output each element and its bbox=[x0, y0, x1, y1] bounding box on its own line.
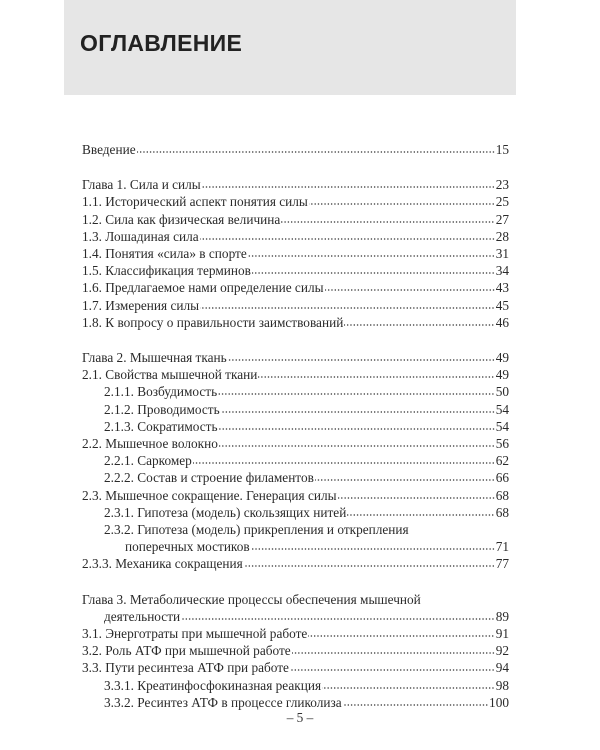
toc-label: 1.4. Понятия «сила» в спорте bbox=[82, 246, 247, 262]
dot-leader bbox=[228, 358, 495, 362]
toc-page: 100 bbox=[489, 694, 509, 710]
toc-entry[interactable] bbox=[82, 452, 509, 469]
toc-chapter-1 bbox=[82, 176, 509, 331]
toc-label: 2.1.2. Проводимость bbox=[104, 401, 220, 417]
toc-page: 62 bbox=[495, 453, 509, 469]
toc-label: 1.3. Лошадиная сила bbox=[82, 228, 199, 244]
toc-entry[interactable] bbox=[82, 279, 509, 296]
toc-page: 34 bbox=[495, 263, 509, 279]
toc-page: 94 bbox=[495, 660, 509, 676]
toc-label: 2.1. Свойства мышечной ткани bbox=[82, 367, 258, 383]
dot-leader bbox=[292, 651, 495, 655]
toc-label: 3.3. Пути ресинтеза АТФ при работе bbox=[82, 660, 289, 676]
toc-page: 49 bbox=[495, 350, 509, 366]
header-band bbox=[64, 0, 516, 95]
toc-entry[interactable] bbox=[82, 401, 509, 418]
dot-leader bbox=[338, 496, 495, 500]
toc-page: 50 bbox=[495, 384, 509, 400]
toc-label: поперечных мостиков bbox=[125, 539, 250, 555]
toc-label: 2.1.3. Сократимость bbox=[104, 418, 218, 434]
toc-intro bbox=[82, 141, 509, 158]
toc-chapter-3 bbox=[82, 591, 509, 711]
toc-entry[interactable] bbox=[82, 659, 509, 676]
dot-leader bbox=[218, 392, 495, 396]
dot-leader bbox=[181, 617, 495, 621]
dot-leader bbox=[258, 375, 494, 379]
toc-label: 1.2. Сила как физическая величина bbox=[82, 211, 281, 227]
toc-page: 71 bbox=[495, 539, 509, 555]
toc-label: 1.7. Измерения силы bbox=[82, 297, 200, 313]
toc-entry[interactable] bbox=[82, 314, 509, 331]
toc-page: 45 bbox=[495, 297, 509, 313]
toc-page: 66 bbox=[495, 470, 509, 486]
toc-label: деятельности bbox=[104, 608, 181, 624]
toc-page: 46 bbox=[495, 314, 509, 330]
toc-label: 1.5. Классификация терминов bbox=[82, 263, 251, 279]
toc-page: 77 bbox=[495, 556, 509, 572]
toc-page: 54 bbox=[495, 418, 509, 434]
toc-entry[interactable] bbox=[82, 193, 509, 210]
toc-label: Введение bbox=[82, 142, 136, 157]
toc-label: 2.3.3. Механика сокращения bbox=[82, 556, 243, 572]
toc-entry[interactable] bbox=[82, 487, 509, 504]
dot-leader bbox=[308, 634, 494, 638]
dot-leader bbox=[248, 254, 495, 258]
page-number: – 5 – bbox=[286, 710, 314, 725]
dot-leader bbox=[290, 668, 495, 672]
toc-label: 3.3.1. Креатинфосфокиназная реакция bbox=[104, 677, 322, 693]
toc-label: 1.8. К вопросу о правильности заимствований bbox=[82, 314, 344, 330]
toc-page: 92 bbox=[495, 643, 509, 659]
dot-leader bbox=[252, 271, 495, 275]
toc-page: 15 bbox=[495, 142, 509, 157]
toc-entry[interactable] bbox=[82, 383, 509, 400]
toc-label: Глава 3. Метаболические процессы обеспечения мышечной bbox=[82, 591, 421, 607]
toc-page: 54 bbox=[495, 401, 509, 417]
toc-page: 27 bbox=[495, 211, 509, 227]
toc-entry[interactable] bbox=[82, 245, 509, 262]
toc-label: 2.2.1. Саркомер bbox=[104, 453, 192, 469]
toc-page: 43 bbox=[495, 280, 509, 296]
dot-leader bbox=[200, 306, 495, 310]
toc-entry[interactable] bbox=[82, 642, 509, 659]
toc-page: 91 bbox=[495, 626, 509, 642]
toc-entry[interactable] bbox=[82, 469, 509, 486]
toc-entry[interactable] bbox=[82, 521, 509, 538]
toc-entry[interactable] bbox=[82, 538, 509, 555]
dot-leader bbox=[322, 686, 495, 690]
toc-label: 2.2. Мышечное волокно bbox=[82, 436, 218, 452]
toc-entry[interactable] bbox=[82, 141, 509, 158]
dot-leader bbox=[325, 288, 495, 292]
toc-entry[interactable] bbox=[82, 228, 509, 245]
toc-entry[interactable] bbox=[82, 504, 509, 521]
toc-page: 89 bbox=[495, 608, 509, 624]
toc-page: 25 bbox=[495, 194, 509, 210]
toc-page: 68 bbox=[495, 487, 509, 503]
toc-label: 2.3. Мышечное сокращение. Генерация силы bbox=[82, 487, 337, 503]
dot-leader bbox=[137, 150, 495, 154]
toc-page: 98 bbox=[495, 677, 509, 693]
toc-entry[interactable] bbox=[82, 297, 509, 314]
dot-leader bbox=[347, 513, 494, 517]
toc-entry[interactable] bbox=[82, 591, 509, 608]
toc-label: 1.6. Предлагаемое нами определение силы bbox=[82, 280, 324, 296]
toc-entry[interactable] bbox=[82, 211, 509, 228]
toc-entry[interactable] bbox=[82, 435, 509, 452]
toc-label: Глава 2. Мышечная ткань bbox=[82, 350, 227, 366]
dot-leader bbox=[221, 410, 495, 414]
toc-label: 3.1. Энерготраты при мышечной работе bbox=[82, 626, 308, 642]
toc-entry[interactable] bbox=[82, 694, 509, 711]
dot-leader bbox=[309, 202, 495, 206]
toc-label: 3.2. Роль АТФ при мышечной работе bbox=[82, 643, 291, 659]
dot-leader bbox=[193, 461, 495, 465]
dot-leader bbox=[281, 220, 494, 224]
toc-entry[interactable] bbox=[82, 418, 509, 435]
toc-label: 3.3.2. Ресинтез АТФ в процессе гликолиза bbox=[104, 694, 342, 710]
dot-leader bbox=[343, 703, 488, 707]
dot-leader bbox=[219, 444, 495, 448]
page-title: ОГЛАВЛЕНИЕ bbox=[80, 30, 243, 56]
toc-page: 68 bbox=[495, 504, 509, 520]
dot-leader bbox=[344, 323, 494, 327]
toc-entry[interactable] bbox=[82, 176, 509, 193]
toc-entry[interactable] bbox=[82, 366, 509, 383]
dot-leader bbox=[315, 478, 495, 482]
toc-label: 2.3.1. Гипотеза (модель) скользящих нитей bbox=[104, 504, 347, 520]
toc-entry[interactable] bbox=[82, 349, 509, 366]
toc-label: 2.1.1. Возбудимость bbox=[104, 384, 218, 400]
toc-page: 31 bbox=[495, 246, 509, 262]
toc-label: 2.3.2. Гипотеза (модель) прикрепления и открепления bbox=[104, 522, 409, 538]
toc-label: 1.1. Исторический аспект понятия силы bbox=[82, 194, 308, 210]
table-of-contents bbox=[82, 141, 509, 729]
toc-chapter-2 bbox=[82, 349, 509, 573]
toc-label: 2.2.2. Состав и строение филаментов bbox=[104, 470, 314, 486]
dot-leader bbox=[244, 564, 495, 568]
toc-page: 56 bbox=[495, 436, 509, 452]
toc-entry[interactable] bbox=[82, 555, 509, 572]
toc-page: 49 bbox=[495, 367, 509, 383]
toc-page: 23 bbox=[495, 177, 509, 193]
dot-leader bbox=[200, 237, 495, 241]
toc-label: Глава 1. Сила и силы bbox=[82, 177, 201, 193]
dot-leader bbox=[251, 547, 495, 551]
toc-entry[interactable] bbox=[82, 677, 509, 694]
dot-leader bbox=[202, 185, 495, 189]
toc-page: 28 bbox=[495, 228, 509, 244]
toc-entry[interactable] bbox=[82, 262, 509, 279]
dot-leader bbox=[219, 427, 495, 431]
toc-entry[interactable] bbox=[82, 608, 509, 625]
toc-entry[interactable] bbox=[82, 625, 509, 642]
